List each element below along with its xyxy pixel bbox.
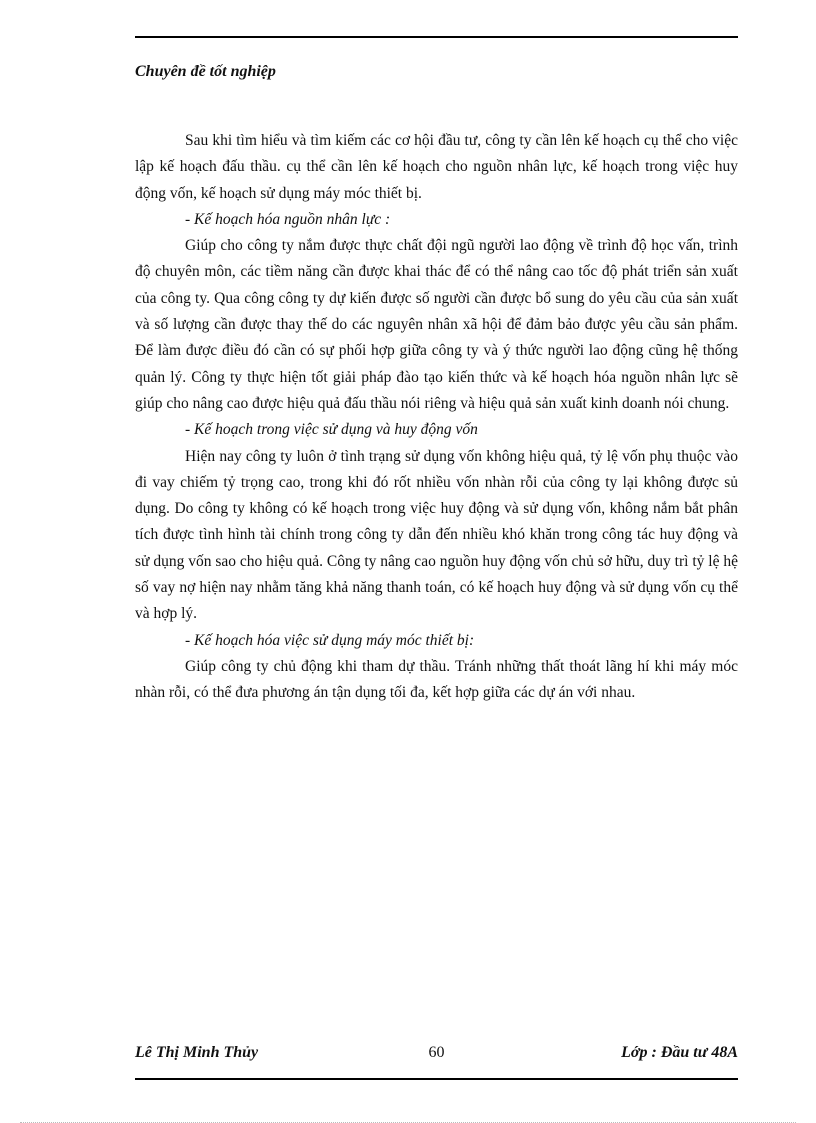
header-rule <box>135 36 738 38</box>
paragraph: Giúp công ty chủ động khi tham dự thầu. Tránh những thất thoát lãng hí khi máy móc nhàn rỗi, có thể đưa phương án tận dụng tối đa, kết hợp giữa các dự án với nhau. <box>135 657 738 702</box>
section-heading-equipment: - Kế hoạch hóa việc sử dụng máy móc thiết bị: <box>185 631 475 649</box>
page-footer <box>135 1044 738 1068</box>
footer-class: Lớp : Đầu tư 48A <box>621 1044 738 1061</box>
section-heading-human-resources: - Kế hoạch hóa nguồn nhân lực : <box>185 210 391 228</box>
footer-rule <box>135 1078 738 1080</box>
paragraph: Hiện nay công ty luôn ở tình trạng sử dụng vốn không hiệu quả, tỷ lệ vốn phụ thuộc vào đi vay chiếm tỷ trọng cao, trong khi đó rốt nhiều vốn nhàn rỗi của công ty lại không được sủ dụng. Do công ty không có kế hoạch trong việc huy động và sử dụng vốn, không nắm bắt phân tích được tình hình tài chính trong công ty dẫn đến nhiều khó khăn trong công tác huy động và sử dụng vốn sao cho hiệu quả. Công ty nâng cao nguồn huy động vốn chủ sở hữu, duy trì tỷ lệ hệ số vay nợ hiện nay nhằm tăng khả năng thanh toán, có kế hoạch huy động và sử dụng vốn cụ thể và hợp lý. <box>135 447 738 623</box>
section-heading-capital: - Kế hoạch trong việc sử dụng và huy động vốn <box>185 421 478 439</box>
footer-author: Lê Thị Minh Thủy <box>135 1044 259 1061</box>
paragraph: Sau khi tìm hiểu và tìm kiếm các cơ hội đầu tư, công ty cần lên kế hoạch cụ thể cho việc lập kế hoạch đấu thầu. cụ thể cần lên kế hoạch cho nguồn nhân lực, kế hoạch trong việc huy động vốn, kế hoạch sử dụng máy móc thiết bị. <box>135 132 738 202</box>
paragraph: Giúp cho công ty nắm được thực chất đội ngũ người lao động về trình độ học vấn, trình độ chuyên môn, các tiềm năng cần được khai thác để có thể nâng cao tốc độ phát triển sản xuất của công ty. Qua công công ty dự kiến được số người cần được bổ sung do yêu cầu của sản xuất và số lượng cần được thay thế do các nguyên nhân xã hội để đảm bảo được yêu cầu sản phẩm. Để làm được điều đó cần có sự phối hợp giữa công ty và ý thức người lao động cũng hệ thống quản lý. Công ty thực hiện tốt giải pháp đào tạo kiến thức và kế hoạch hóa nguồn nhân lực sẽ giúp cho nâng cao được hiệu quả đấu thầu nói riêng và hiệu quả sản xuất kinh doanh nói chung. <box>135 237 738 412</box>
document-body <box>135 128 738 707</box>
header-title: Chuyên đề tốt nghiệp <box>135 63 276 80</box>
page-number: 60 <box>428 1044 445 1061</box>
